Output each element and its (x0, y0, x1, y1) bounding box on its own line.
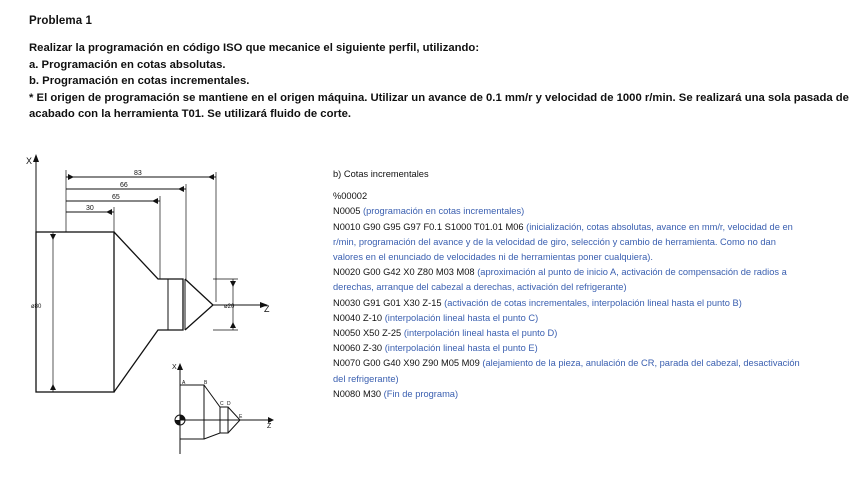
code-line (333, 204, 819, 219)
code-line (333, 296, 819, 311)
code-line (333, 311, 819, 326)
code-block: N0080 M30 (333, 388, 382, 399)
dim-83-label: 83 (134, 170, 142, 177)
code-block: N0020 G00 G42 X0 Z80 M03 M08 (333, 267, 475, 278)
code-line (333, 387, 819, 402)
statement-line-4: * El origen de programación se mantiene en el origen máquina. Utilizar un avance de 0.1 mm/r y velocidad de 1000 r/min. Se realizará una sola pasada de (29, 91, 849, 104)
code-block: N0050 X50 Z-25 (333, 328, 402, 339)
code-line (333, 326, 819, 341)
code-block: N0010 G90 G95 G97 F0.1 S1000 T01.01 M06 (333, 221, 524, 232)
small-x-label: X (172, 364, 177, 371)
code-block: N0040 Z-10 (333, 312, 383, 323)
code-comment: (interpolación lineal hasta el punto E) (384, 343, 538, 354)
code-block: %00002 (333, 191, 368, 202)
program-listing (333, 167, 819, 402)
code-block: N0030 G91 G01 X30 Z-15 (333, 297, 442, 308)
code-line (333, 220, 819, 235)
point-b-label: B (204, 380, 208, 386)
axis-z-label: Z (264, 304, 270, 314)
point-a-label: A (182, 380, 186, 386)
code-block: N0060 Z-30 (333, 343, 383, 354)
statement-line-1: Realizar la programación en código ISO que mecanice el siguiente perfil, utilizando: (29, 42, 480, 54)
code-comment: (alejamiento de la pieza, anulación de CR, parada del cabezal, desactivación (482, 358, 800, 369)
code-line (333, 372, 819, 387)
code-comment: derechas, arranque del cabezal a derechas, activación del refrigerante) (333, 282, 627, 293)
problem-title: Problema 1 (29, 15, 92, 27)
code-line (333, 189, 819, 204)
dim-65-label: 65 (112, 194, 120, 201)
code-comment: (activación de cotas incrementales, interpolación lineal hasta el punto B) (444, 297, 742, 308)
code-line (333, 280, 819, 295)
code-lines (333, 189, 819, 402)
problem-statement (29, 40, 849, 123)
code-block: N0070 G00 G40 X90 Z90 M05 M09 (333, 358, 480, 369)
point-c-label: C (220, 401, 224, 407)
code-block: N0005 (333, 206, 361, 217)
diam-80-label: ø80 (31, 304, 42, 310)
code-comment: (programación en cotas incrementales) (363, 206, 525, 217)
point-e-label: E (239, 414, 243, 420)
code-line (333, 356, 819, 371)
code-comment: r/min, programación del avance y de la velocidad de giro, selección y cambio de herramienta. Como no dan (333, 236, 776, 247)
statement-line-2: a. Programación en cotas absolutas. (29, 58, 226, 71)
code-comment: (interpolación lineal hasta el punto D) (403, 328, 558, 339)
axis-x-label: X (26, 156, 33, 166)
diam-20-label: ø20 (224, 304, 235, 310)
code-comment: (interpolación lineal hasta el punto C) (384, 312, 539, 323)
code-line (333, 250, 819, 265)
program-subtitle: b) Cotas incrementales (333, 169, 429, 179)
code-line (333, 265, 819, 280)
code-comment: (aproximación al punto de inicio A, activación de compensación de radios a (477, 267, 787, 278)
code-comment: (inicialización, cotas absolutas, avance en mm/r, velocidad de en (526, 221, 793, 232)
part-drawing (28, 152, 288, 462)
code-line (333, 341, 819, 356)
statement-line-5: acabado con la herramienta T01. Se utilizará fluido de corte. (29, 108, 352, 121)
point-d-label: D (227, 401, 231, 407)
large-cylinder (36, 232, 114, 392)
code-comment: (Fin de programa) (383, 388, 459, 399)
chamfer-tip (185, 279, 213, 330)
dim-30-label: 30 (86, 205, 94, 212)
code-line (333, 235, 819, 250)
code-comment: valores en el enunciado de velocidades ni de herramientas poner cualquiera). (333, 252, 653, 263)
dim-66-label: 66 (120, 182, 128, 189)
statement-line-3: b. Programación en cotas incrementales. (29, 75, 250, 88)
small-z-label: Z (267, 423, 272, 430)
code-comment: del refrigerante) (333, 373, 399, 384)
